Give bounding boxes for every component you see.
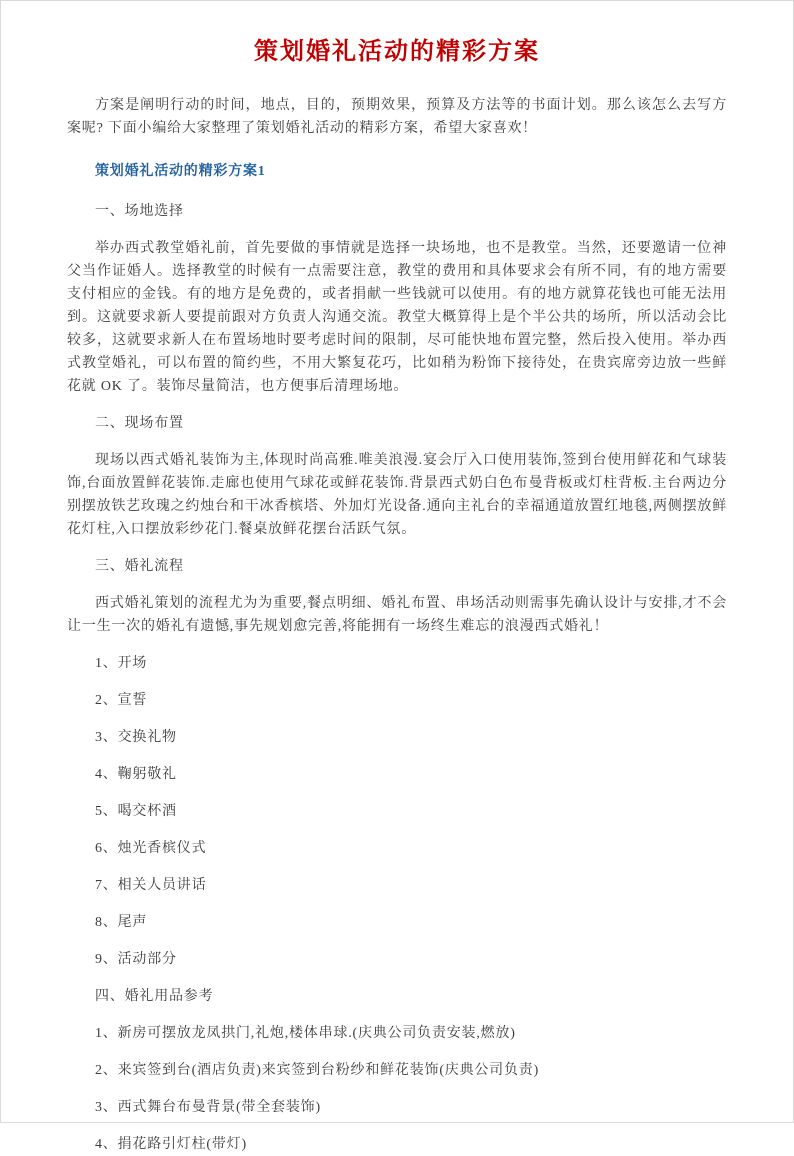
intro-paragraph: 方案是阐明行动的时间，地点，目的，预期效果，预算及方法等的书面计划。那么该怎么去写方案呢? 下面小编给大家整理了策划婚礼活动的精彩方案，希望大家喜欢！ — [67, 98, 727, 136]
flow-step-5: 5、喝交杯酒 — [95, 804, 177, 819]
supply-item-4: 4、捐花路引灯柱(带灯) — [95, 1137, 247, 1152]
section-1-heading: 一、场地选择 — [95, 204, 184, 219]
plan-1-heading: 策划婚礼活动的精彩方案1 — [95, 164, 266, 179]
flow-step-9: 9、活动部分 — [95, 952, 177, 967]
section-3-heading: 三、婚礼流程 — [95, 559, 184, 574]
flow-step-1: 1、开场 — [95, 656, 148, 671]
section-4-heading: 四、婚礼用品参考 — [95, 989, 214, 1004]
flow-step-7: 7、相关人员讲话 — [95, 878, 207, 893]
supply-item-1: 1、新房可摆放龙凤拱门,礼炮,楼体串球.(庆典公司负责安装,燃放) — [95, 1026, 516, 1041]
section-2-heading: 二、现场布置 — [95, 416, 184, 431]
supply-item-2: 2、来宾签到台(酒店负责)来宾签到台粉纱和鲜花装饰(庆典公司负责) — [95, 1063, 540, 1078]
section-1-paragraph: 举办西式教堂婚礼前，首先要做的事情就是选择一块场地，也不是教堂。当然，还要邀请一位神父当作证婚人。选择教堂的时候有一点需要注意，教堂的费用和具体要求会有所不同，有的地方需要支付相应的金钱。有的地方是免费的，或者捐献一些钱就可以使用。有的地方就算花钱也可能无法用到。这就要求新人要提前跟对方负责人沟通交流。教堂大概算得上是个半公共的场所，所以活动会比较多，这就要求新人在布置场地时要考虑时间的限制，尽可能快地布置完整，然后投入使用。举办西式教堂婚礼，可以布置的简约些，不用大繁复花巧，比如稍为粉饰下接待处，在贵宾席旁边放一些鲜花就 OK 了。装饰尽量简洁，也方便事后清理场地。 — [67, 241, 727, 394]
document-title: 策划婚礼活动的精彩方案 — [254, 38, 540, 65]
section-3-paragraph: 西式婚礼策划的流程尤为为重要,餐点明细、婚礼布置、串场活动则需事先确认设计与安排,才不会让一生一次的婚礼有遗憾,事先规划愈完善,将能拥有一场终生难忘的浪漫西式婚礼！ — [67, 596, 727, 634]
flow-step-4: 4、鞠躬敬礼 — [95, 767, 177, 782]
flow-step-2: 2、宣誓 — [95, 693, 148, 708]
section-2-paragraph: 现场以西式婚礼装饰为主,体现时尚高雅.唯美浪漫.宴会厅入口使用装饰,签到台使用鲜花和气球装饰,台面放置鲜花装饰.走廊也使用气球花或鲜花装饰.背景西式奶白色布曼背板或灯柱背板.主台两边分别摆放铁艺玫瑰之约烛台和干冰香槟塔、外加灯光设备.通向主礼台的幸福通道放置红地毯,两侧摆放鲜花灯柱,入口摆放彩纱花门.餐桌放鲜花摆台活跃气氛。 — [67, 453, 727, 537]
flow-step-3: 3、交换礼物 — [95, 730, 177, 745]
flow-step-6: 6、烛光香槟仪式 — [95, 841, 207, 856]
supply-item-3: 3、西式舞台布曼背景(带全套装饰) — [95, 1100, 321, 1115]
flow-step-8: 8、尾声 — [95, 915, 148, 930]
